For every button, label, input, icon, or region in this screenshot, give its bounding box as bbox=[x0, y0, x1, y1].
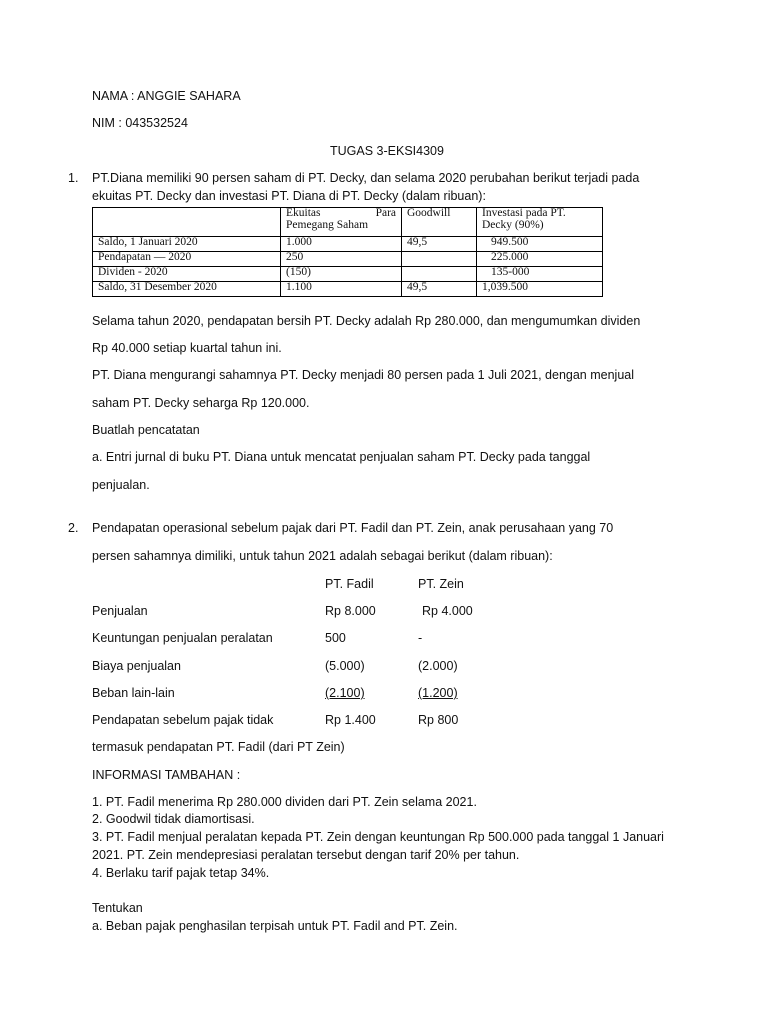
row-goodwill bbox=[402, 252, 477, 267]
row-ekuitas: 1.000 bbox=[281, 237, 402, 252]
income-row-label: Penjualan bbox=[92, 604, 148, 618]
row-label: Saldo, 31 Desember 2020 bbox=[93, 282, 281, 297]
income-row-label: Biaya penjualan bbox=[92, 659, 181, 673]
income-row-label: Pendapatan sebelum pajak tidak bbox=[92, 713, 274, 727]
assignment-title: TUGAS 3-EKSI4309 bbox=[330, 144, 444, 158]
equity-table-header bbox=[93, 208, 603, 237]
info-item: 4. Berlaku tarif pajak tetap 34%. bbox=[92, 866, 270, 880]
q1-intro-line1: PT.Diana memiliki 90 persen saham di PT. Decky, dan selama 2020 perubahan berikut terjadi pada bbox=[92, 171, 640, 185]
student-name: NAMA : ANGGIE SAHARA bbox=[92, 89, 241, 103]
row-investasi: 225.000 bbox=[477, 252, 603, 267]
header-ekuitas-b: Para bbox=[375, 207, 396, 219]
col-header-zein: PT. Zein bbox=[418, 577, 464, 591]
row-ekuitas: 1.100 bbox=[281, 282, 402, 297]
info-title: INFORMASI TAMBAHAN : bbox=[92, 768, 241, 782]
student-nim: NIM : 043532524 bbox=[92, 116, 188, 130]
header-investasi-b: Decky (90%) bbox=[482, 218, 544, 231]
income-row-zein: Rp 800 bbox=[418, 713, 459, 727]
row-investasi: 1,039.500 bbox=[477, 282, 603, 297]
header-cell-empty bbox=[93, 208, 281, 237]
table-row bbox=[93, 267, 603, 282]
q1-paragraph-5: Buatlah pencatatan bbox=[92, 423, 200, 437]
info-item: 3. PT. Fadil menjual peralatan kepada PT. Zein dengan keuntungan Rp 500.000 pada tanggal 1 Januari bbox=[92, 830, 664, 844]
q2-intro-line2: persen sahamnya dimiliki, untuk tahun 2021 adalah sebagai berikut (dalam ribuan): bbox=[92, 549, 553, 563]
table-row bbox=[93, 237, 603, 252]
col-header-fadil: PT. Fadil bbox=[325, 577, 374, 591]
income-row-zein: Rp 4.000 bbox=[422, 604, 473, 618]
q1-paragraph-7: penjualan. bbox=[92, 478, 150, 492]
q1-paragraph-1: Selama tahun 2020, pendapatan bersih PT. Decky adalah Rp 280.000, dan mengumumkan dividen bbox=[92, 314, 641, 328]
header-cell-goodwill: Goodwill bbox=[402, 208, 477, 237]
info-item: 2. Goodwil tidak diamortisasi. bbox=[92, 812, 255, 826]
q1-intro-line2: ekuitas PT. Decky dan investasi PT. Diana di PT. Decky (dalam ribuan): bbox=[92, 189, 486, 203]
q1-paragraph-3: PT. Diana mengurangi sahamnya PT. Decky menjadi 80 persen pada 1 Juli 2021, dengan menjual bbox=[92, 368, 634, 382]
row-ekuitas: (150) bbox=[281, 267, 402, 282]
row-goodwill: 49,5 bbox=[402, 237, 477, 252]
income-row-fadil: Rp 8.000 bbox=[325, 604, 376, 618]
income-row-label: Beban lain-lain bbox=[92, 686, 175, 700]
q1-paragraph-2: Rp 40.000 setiap kuartal tahun ini. bbox=[92, 341, 282, 355]
header-cell-ekuitas bbox=[281, 208, 402, 237]
row-ekuitas: 250 bbox=[281, 252, 402, 267]
q1-paragraph-6: a. Entri jurnal di buku PT. Diana untuk mencatat penjualan saham PT. Decky pada tanggal bbox=[92, 450, 591, 464]
income-row-fadil: (5.000) bbox=[325, 659, 365, 673]
row-label: Saldo, 1 Januari 2020 bbox=[93, 237, 281, 252]
income-row-zein: (2.000) bbox=[418, 659, 458, 673]
income-row-zein: (1.200) bbox=[418, 686, 458, 700]
header-ekuitas-c: Pemegang Saham bbox=[286, 218, 369, 231]
tentukan-heading: Tentukan bbox=[92, 901, 143, 915]
header-ekuitas-a: Ekuitas bbox=[286, 207, 321, 219]
income-row-fadil: Rp 1.400 bbox=[325, 713, 376, 727]
income-row-fadil: (2.100) bbox=[325, 686, 365, 700]
row-label: Dividen - 2020 bbox=[93, 267, 281, 282]
income-row-zein: - bbox=[418, 631, 423, 645]
table-row bbox=[93, 252, 603, 267]
row-investasi: 949.500 bbox=[477, 237, 603, 252]
q1-number: 1. bbox=[68, 171, 79, 185]
equity-table bbox=[92, 207, 603, 297]
q1-paragraph-4: saham PT. Decky seharga Rp 120.000. bbox=[92, 396, 310, 410]
income-row-fadil: 500 bbox=[325, 631, 346, 645]
table-row bbox=[93, 282, 603, 297]
info-item: 1. PT. Fadil menerima Rp 280.000 dividen dari PT. Zein selama 2021. bbox=[92, 795, 477, 809]
q2-number: 2. bbox=[68, 521, 79, 535]
income-row-label: Keuntungan penjualan peralatan bbox=[92, 631, 273, 645]
header-investasi-a: Investasi pada PT. bbox=[482, 207, 566, 219]
row-label: Pendapatan — 2020 bbox=[93, 252, 281, 267]
header-cell-investasi bbox=[477, 208, 603, 237]
row-goodwill: 49,5 bbox=[402, 282, 477, 297]
row-goodwill bbox=[402, 267, 477, 282]
q2-intro-line1: Pendapatan operasional sebelum pajak dari PT. Fadil dan PT. Zein, anak perusahaan yang 70 bbox=[92, 521, 614, 535]
task-a: a. Beban pajak penghasilan terpisah untuk PT. Fadil and PT. Zein. bbox=[92, 919, 458, 933]
row-investasi: 135-000 bbox=[477, 267, 603, 282]
income-row-label-continued: termasuk pendapatan PT. Fadil (dari PT Zein) bbox=[92, 740, 345, 754]
info-item: 2021. PT. Zein mendepresiasi peralatan tersebut dengan tarif 20% per tahun. bbox=[92, 848, 520, 862]
